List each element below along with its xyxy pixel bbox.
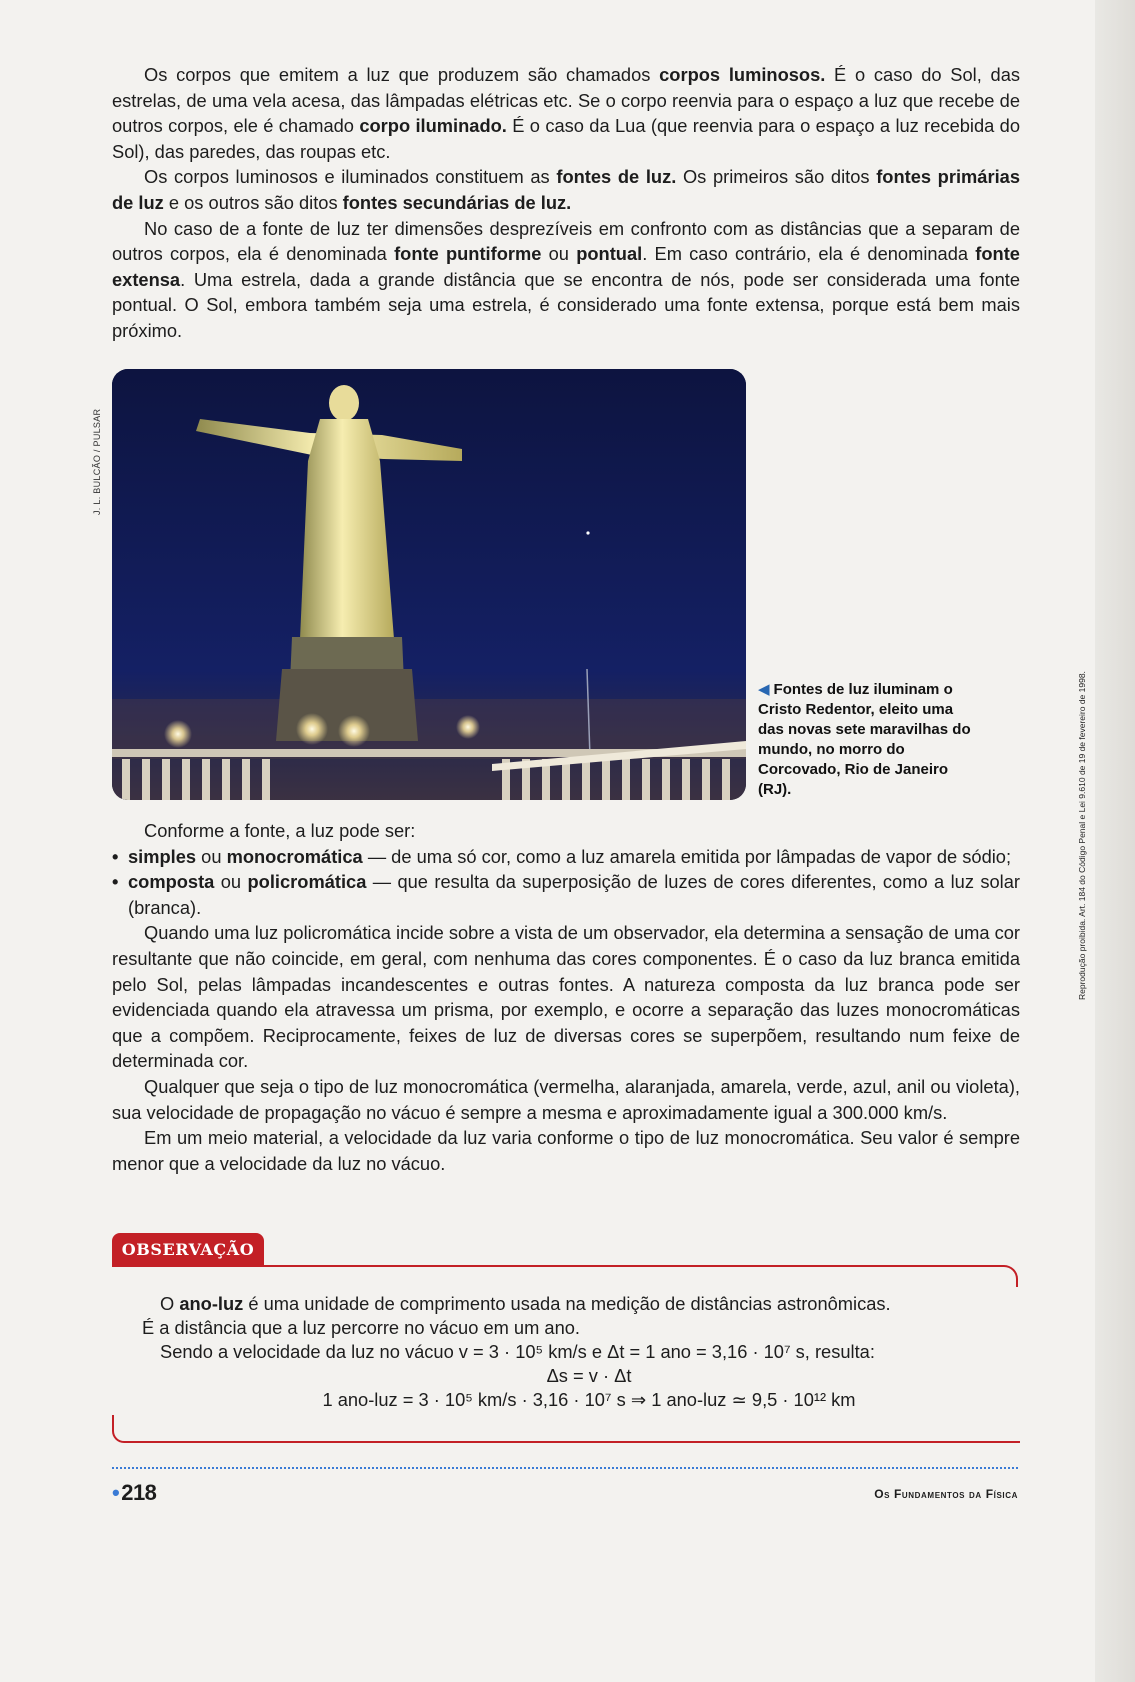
term-corpos-luminosos: corpos luminosos.	[659, 64, 826, 85]
equation-light-year: 1 ano-luz = 3 · 10⁵ km/s · 3,16 · 10⁷ s ⇒ 1 ano-luz ≃ 9,5 · 10¹² km	[322, 1389, 856, 1410]
term-corpo-iluminado: corpo iluminado.	[359, 115, 507, 137]
equation-distance: Δs = v · Δt	[546, 1365, 632, 1386]
text-run: No caso de a fonte de luz ter dimensões desprezíveis em confronto com as distâncias que a separam de outros corpos, ela é denominada	[112, 217, 1020, 265]
observation-label: OBSERVAÇÃO	[112, 1233, 264, 1267]
bullet-dot-icon: •	[112, 1480, 120, 1505]
page-number-text: 218	[121, 1480, 157, 1505]
light-types-lead: Conforme a fonte, a luz pode ser:	[144, 820, 416, 841]
intro-text	[112, 62, 1020, 344]
footer-dotted-rule	[112, 1467, 1018, 1469]
page-edge	[1095, 0, 1135, 1682]
text-run: . Em caso contrário, ela é denominada	[642, 243, 976, 265]
photo-credit-text: J. L. BULCÃO / PULSAR	[92, 408, 102, 515]
text-run: ou	[541, 243, 577, 265]
term-composta: composta	[128, 871, 215, 893]
photo-credit	[82, 380, 112, 520]
legal-notice	[1072, 585, 1092, 1005]
term-monocromatica: monocromática	[226, 845, 363, 867]
legal-notice-text: Reprodução proibida. Art. 184 do Código Penal e Lei 9.610 de 19 de fevereiro de 1998.	[1077, 671, 1087, 1000]
observation-text	[142, 1292, 1018, 1412]
text-run: e os outros são ditos	[163, 191, 343, 213]
observation-line-2: É a distância que a luz percorre no vácuo em um ano.	[142, 1317, 580, 1338]
term-policromatica: policromática	[247, 871, 367, 893]
paragraph-speed-of-light: Qualquer que seja o tipo de luz monocromática (vermelha, alaranjada, amarela, verde, azul, anil ou violeta), sua velocidade de propagação no vácuo é sempre a mesma e aproximadamente igual a 300.000 km/s.	[112, 1075, 1020, 1123]
term-fonte-puntiforme: fonte puntiforme	[394, 243, 542, 265]
christ-redeemer-illustration	[112, 369, 746, 800]
text-run: — de uma só cor, como a luz amarela emitida por lâmpadas de vapor de sódio;	[362, 845, 1012, 867]
text-run: ou	[196, 845, 227, 867]
paragraph-material-medium: Em um meio material, a velocidade da luz varia conforme o tipo de luz monocromática. Seu valor é sempre menor que a velocidade da luz no vácuo.	[112, 1127, 1020, 1174]
text-run: . Uma estrela, dada a grande distância que se encontra de nós, pode ser considerada uma fonte pontual. O Sol, embora também seja uma estrela, é considerado uma fonte extensa, porque está bem mais próximo.	[112, 268, 1020, 341]
term-fontes-secundarias: fontes secundárias de luz.	[342, 191, 572, 213]
observation-line-1	[160, 1292, 1018, 1316]
book-title: Os Fundamentos da Física	[874, 1487, 1018, 1501]
text-run: É o caso da Lua (que reenvia para o espaço a luz recebida do Sol), das paredes, das roupas etc.	[112, 115, 1020, 162]
paragraph-point-source	[112, 216, 1020, 344]
text-run: — que resulta da superposição de luzes de cores diferentes, como a luz solar (branca).	[128, 871, 1020, 918]
term-fontes-de-luz: fontes de luz.	[556, 166, 677, 188]
observation-frame-top	[112, 1265, 1018, 1287]
text-run: é uma unidade de comprimento usada na medição de distâncias astronômicas.	[243, 1293, 891, 1314]
observation-frame-bottom	[112, 1415, 1020, 1443]
text-run: Os primeiros são ditos	[676, 166, 877, 188]
photo-caption	[758, 680, 973, 800]
caption-arrow-icon: ◀	[758, 681, 770, 698]
term-fonte-extensa: fonte extensa	[112, 243, 1020, 290]
page-number	[112, 1480, 156, 1506]
text-run: O	[160, 1293, 180, 1314]
paragraph-light-sources	[112, 164, 1020, 215]
bullet-composite-light	[112, 869, 1020, 920]
observation-line-3: Sendo a velocidade da luz no vácuo v = 3 · 10⁵ km/s e Δt = 1 ano = 3,16 · 10⁷ s, resulta:	[160, 1341, 875, 1362]
term-simples: simples	[128, 845, 197, 867]
text-run: Os corpos luminosos e iluminados constituem as	[144, 166, 557, 188]
text-run: Os corpos que emitem a luz que produzem são chamados	[144, 64, 660, 85]
paragraph-luminous-bodies	[112, 62, 1020, 164]
text-run: ou	[214, 871, 248, 893]
text-run: É o caso do Sol, das estrelas, de uma vela acesa, das lâmpadas elétricas etc. Se o corpo reenvia para o espaço a luz que recebe de outros corpos, ele é chamado	[112, 64, 1021, 137]
caption-text: Fontes de luz iluminam o Cristo Redentor, eleito uma das novas sete maravilhas do mundo, no morro do Corcovado, Rio de Janeiro (RJ).	[758, 681, 971, 798]
light-types-text	[112, 818, 1020, 1176]
bullet-simple-light	[112, 844, 1020, 870]
term-ano-luz: ano-luz	[179, 1293, 244, 1314]
christ-redeemer-photo	[112, 369, 746, 800]
paragraph-polychromatic: Quando uma luz policromática incide sobre a vista de um observador, ela determina a sensação de uma cor resultante que não coincide, em geral, com nenhuma das cores componentes. É o caso da luz branca emitida pelo Sol, pelas lâmpadas incandescentes e outras fontes. A natureza composta da luz branca pode ser evidenciada quando ela atravessa um prisma, por exemplo, e ocorre a separação das luzes monocromáticas que a compõem. Reciprocamente, feixes de luz de diversas cores se superpõem, resultando num feixe de determinada cor.	[112, 922, 1020, 1072]
term-pontual: pontual	[576, 243, 643, 265]
term-fontes-primarias: fontes primárias de luz	[112, 166, 1020, 213]
